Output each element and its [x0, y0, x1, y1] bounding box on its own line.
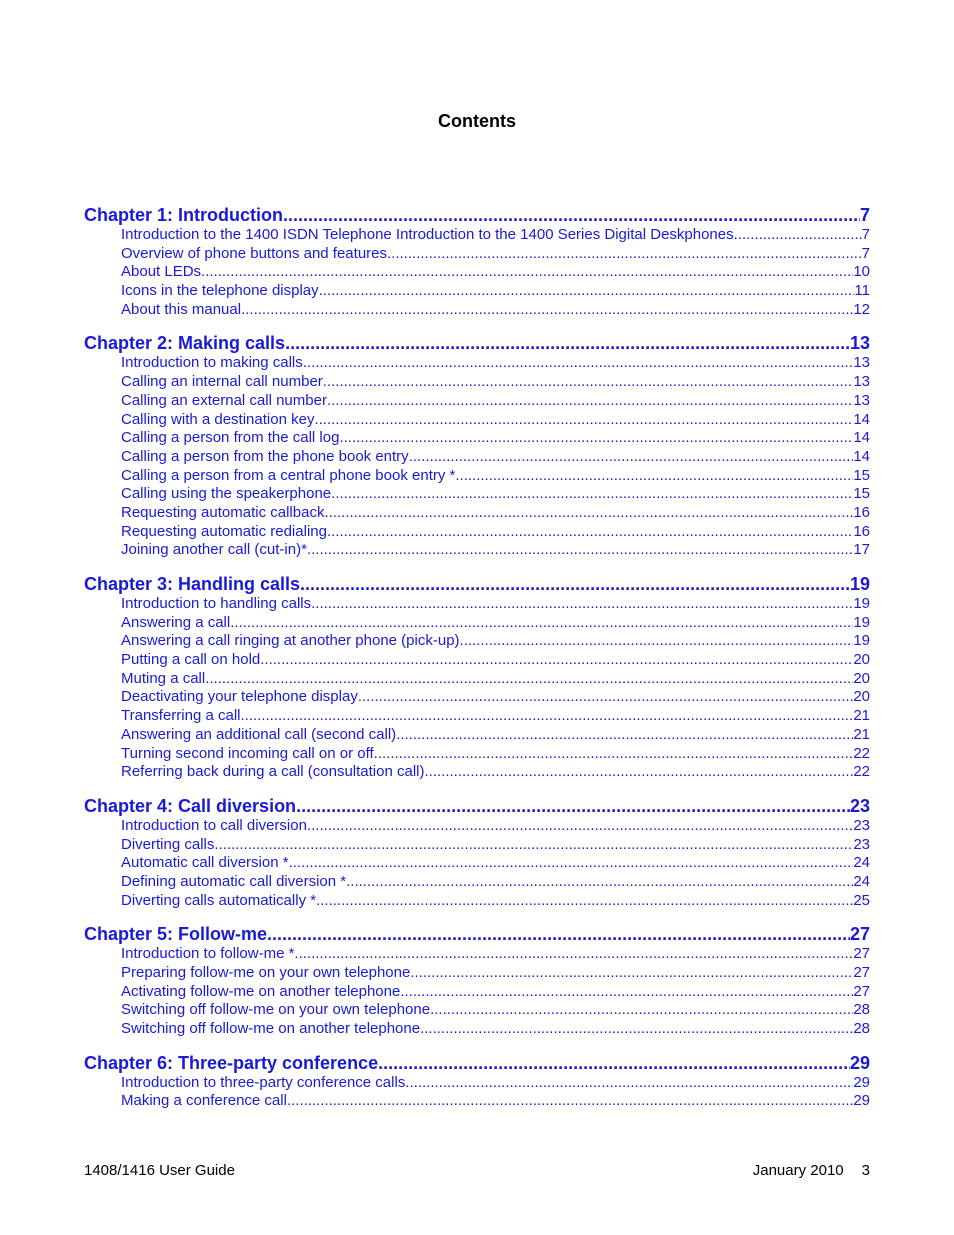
toc-section-title: Introduction to call diversion: [121, 816, 307, 834]
toc-section-title: Overview of phone buttons and features: [121, 244, 388, 262]
toc-leader-dots: [327, 392, 853, 411]
toc-section-link[interactable]: [84, 263, 870, 282]
toc-section-link[interactable]: [84, 763, 870, 782]
toc-chapter-block: [84, 573, 870, 782]
toc-section-title: Switching off follow-me on your own telephone: [121, 1001, 431, 1019]
toc-section-title: Calling a person from a central phone book entry *: [121, 466, 456, 484]
toc-section-title: Requesting automatic callback: [121, 503, 325, 521]
toc-section-link[interactable]: [84, 726, 870, 745]
toc-section-title: Joining another call (cut-in)*: [121, 541, 307, 559]
toc-section-page: 27: [853, 964, 870, 981]
toc-leader-dots: [296, 795, 850, 817]
toc-section-link[interactable]: [84, 1092, 870, 1111]
toc-chapter-title: Chapter 1: Introduction: [84, 205, 283, 225]
toc-leader-dots: [424, 763, 853, 782]
toc-section-title: Calling an external call number: [121, 391, 327, 409]
toc-section-link[interactable]: [84, 354, 870, 373]
toc-section-title: Introduction to making calls: [121, 354, 303, 372]
toc-chapter-title: Chapter 3: Handling calls: [84, 574, 301, 594]
toc-section-page: 14: [853, 447, 870, 465]
toc-leader-dots: [311, 595, 853, 614]
toc-chapter-page: 13: [849, 333, 870, 354]
toc-section-title: Muting a call: [121, 669, 206, 687]
toc-section-page: 22: [853, 744, 870, 762]
toc-leader-dots: [460, 632, 854, 651]
toc-section-title: Referring back during a call (consultation call): [121, 763, 425, 781]
toc-section-title: Calling using the speakerphone: [121, 485, 332, 503]
toc-leader-dots: [400, 983, 853, 1002]
toc-section-page: 20: [853, 688, 870, 706]
toc-leader-dots: [241, 707, 854, 726]
toc-section-page: 13: [853, 354, 870, 372]
toc-section-page: 10: [853, 263, 870, 281]
toc-section-title: Introduction to follow-me *: [121, 945, 295, 963]
footer-guide-title: 1408/1416 User Guide: [84, 1162, 235, 1179]
toc-leader-dots: [324, 504, 853, 523]
toc-section-link[interactable]: [84, 282, 870, 301]
toc-leader-dots: [230, 614, 853, 633]
toc-leader-dots: [260, 651, 853, 670]
toc-section-title: Making a conference call: [121, 1092, 287, 1110]
toc-leader-dots: [420, 1020, 853, 1039]
toc-section-page: 24: [853, 872, 870, 890]
toc-chapter-page: 19: [849, 574, 870, 594]
toc-section-page: 17: [853, 541, 870, 559]
toc-leader-dots: [378, 1052, 850, 1074]
toc-section-title: Transferring a call: [121, 707, 241, 725]
toc-chapter-link[interactable]: [84, 204, 870, 226]
toc-section-page: 27: [853, 945, 870, 963]
toc-section-link[interactable]: [84, 301, 870, 320]
toc-section-link[interactable]: [84, 745, 870, 764]
toc-section-page: 20: [853, 669, 870, 687]
toc-leader-dots: [241, 301, 853, 320]
toc-section-page: 23: [853, 816, 870, 834]
toc-section-link[interactable]: [84, 429, 870, 448]
toc-section-title: Preparing follow-me on your own telephone: [121, 964, 411, 981]
toc-section-page: 14: [853, 429, 870, 447]
toc-section-link[interactable]: [84, 245, 870, 264]
toc-section-page: 7: [861, 226, 870, 243]
toc-section-title: Calling a person from the call log: [121, 429, 340, 447]
toc-section-title: Calling with a destination key: [121, 410, 315, 428]
toc-leader-dots: [319, 282, 855, 301]
toc-section-page: 14: [853, 410, 870, 428]
toc-section-page: 11: [854, 282, 870, 300]
toc-leader-dots: [287, 1092, 853, 1111]
toc-section-link[interactable]: [84, 1020, 870, 1039]
toc-section-page: 29: [853, 1092, 870, 1110]
toc-leader-dots: [289, 854, 854, 873]
toc-leader-dots: [734, 226, 862, 245]
toc-leader-dots: [205, 670, 853, 689]
toc-section-title: Introduction to handling calls: [121, 595, 312, 612]
toc-section-title: About this manual: [121, 300, 242, 318]
toc-leader-dots: [358, 688, 853, 707]
toc-chapter-block: [84, 332, 870, 560]
toc-section-page: 12: [853, 300, 870, 318]
toc-section-title: Answering a call ringing at another phone (pick-up): [121, 632, 460, 650]
toc-section-link[interactable]: [84, 983, 870, 1002]
toc-section-title: Icons in the telephone display: [121, 282, 319, 300]
toc-leader-dots: [339, 429, 853, 448]
toc-section-link[interactable]: [84, 873, 870, 892]
footer-right: [753, 1162, 870, 1179]
toc-section-link[interactable]: [84, 467, 870, 486]
toc-section-link[interactable]: [84, 411, 870, 430]
toc-section-title: About LEDs: [121, 263, 202, 281]
toc-leader-dots: [300, 573, 850, 595]
toc-chapter-page: 23: [849, 795, 870, 816]
toc-chapter-link[interactable]: [84, 332, 870, 354]
toc-chapter-title: Chapter 6: Three-party conference: [84, 1052, 379, 1073]
toc-section-page: 15: [853, 466, 870, 484]
toc-section-title: Switching off follow-me on another telephone: [121, 1020, 421, 1038]
toc-section-title: Introduction to three-party conference calls: [121, 1073, 406, 1091]
toc-section-link[interactable]: [84, 523, 870, 542]
toc-section-link[interactable]: [84, 1001, 870, 1020]
toc-section-page: 19: [853, 613, 870, 631]
toc-section-page: 19: [853, 595, 870, 612]
toc-leader-dots: [316, 892, 853, 911]
toc-chapter-link[interactable]: [84, 795, 870, 817]
toc-section-title: Turning second incoming call on or off: [121, 744, 374, 762]
toc-section-title: Activating follow-me on another telephone: [121, 982, 401, 1000]
toc-section-link[interactable]: [84, 448, 870, 467]
toc-leader-dots: [327, 523, 853, 542]
toc-leader-dots: [331, 485, 853, 504]
toc-section-link[interactable]: [84, 651, 870, 670]
toc-chapter-page: 7: [859, 205, 870, 225]
toc-chapter-block: [84, 923, 870, 1038]
toc-leader-dots: [455, 467, 853, 486]
toc-leader-dots: [214, 836, 853, 855]
toc-leader-dots: [307, 817, 853, 836]
toc-section-title: Introduction to the 1400 ISDN Telephone Introduction to the 1400 Series Digital Deskphones: [121, 226, 734, 243]
toc-leader-dots: [283, 204, 860, 226]
toc-section-page: 28: [853, 1020, 870, 1038]
toc-section-page: 27: [853, 982, 870, 1000]
toc-section-page: 13: [853, 391, 870, 409]
toc-leader-dots: [314, 411, 853, 430]
toc-section-link[interactable]: [84, 485, 870, 504]
toc-chapter-link[interactable]: [84, 1052, 870, 1074]
toc-section-link[interactable]: [84, 504, 870, 523]
toc-section-page: 21: [853, 707, 870, 725]
toc-section-page: 21: [853, 725, 870, 743]
toc-section-link[interactable]: [84, 670, 870, 689]
toc-section-title: Calling a person from the phone book entry: [121, 447, 409, 465]
toc-section-link[interactable]: [84, 817, 870, 836]
toc-section-title: Answering an additional call (second call): [121, 725, 397, 743]
toc-chapter-link[interactable]: [84, 923, 870, 945]
toc-section-link[interactable]: [84, 892, 870, 911]
footer-date: January 2010: [752, 1162, 844, 1179]
toc-section-title: Defining automatic call diversion *: [121, 872, 347, 890]
toc-section-link[interactable]: [84, 688, 870, 707]
toc-chapter-link[interactable]: [84, 573, 870, 595]
toc-leader-dots: [201, 263, 853, 282]
toc-section-page: 24: [853, 854, 870, 872]
toc-leader-dots: [294, 945, 853, 964]
toc-section-title: Putting a call on hold: [121, 651, 261, 669]
toc-leader-dots: [307, 541, 853, 560]
toc-leader-dots: [303, 354, 854, 373]
toc-leader-dots: [396, 726, 853, 745]
toc-section-page: 16: [853, 503, 870, 521]
toc-section-link[interactable]: [84, 614, 870, 633]
toc-section-page: 28: [853, 1001, 870, 1019]
toc-leader-dots: [374, 745, 854, 764]
toc-section-link[interactable]: [84, 945, 870, 964]
toc-section-title: Diverting calls: [121, 835, 215, 853]
toc-section-link[interactable]: [84, 1074, 870, 1093]
toc-section-page: 22: [853, 763, 870, 781]
toc-section-title: Automatic call diversion *: [121, 854, 289, 872]
toc-section-page: 19: [853, 632, 870, 650]
table-of-contents: [84, 204, 870, 1124]
toc-leader-dots: [387, 245, 862, 264]
toc-leader-dots: [410, 964, 853, 983]
toc-section-page: 7: [861, 244, 870, 262]
toc-section-link[interactable]: [84, 226, 870, 245]
toc-chapter-title: Chapter 4: Call diversion: [84, 795, 297, 816]
toc-leader-dots: [346, 873, 853, 892]
toc-section-link[interactable]: [84, 392, 870, 411]
toc-chapter-page: 29: [849, 1052, 870, 1073]
toc-section-title: Deactivating your telephone display: [121, 688, 358, 706]
toc-chapter-title: Chapter 2: Making calls: [84, 333, 286, 354]
footer-page-number: 3: [861, 1162, 870, 1179]
toc-section-link[interactable]: [84, 632, 870, 651]
toc-section-page: 20: [853, 651, 870, 669]
toc-chapter-title: Chapter 5: Follow-me: [84, 924, 268, 945]
toc-leader-dots: [430, 1001, 853, 1020]
toc-section-title: Calling an internal call number: [121, 373, 323, 391]
toc-section-link[interactable]: [84, 541, 870, 560]
toc-leader-dots: [405, 1074, 853, 1093]
toc-section-link[interactable]: [84, 964, 870, 983]
toc-leader-dots: [409, 448, 854, 467]
toc-chapter-block: [84, 795, 870, 910]
toc-section-link[interactable]: [84, 595, 870, 614]
toc-section-page: 16: [853, 522, 870, 540]
toc-section-title: Requesting automatic redialing: [121, 522, 327, 540]
toc-section-link[interactable]: [84, 836, 870, 855]
toc-chapter-block: [84, 204, 870, 319]
toc-section-page: 25: [853, 891, 870, 909]
toc-section-page: 13: [853, 373, 870, 391]
toc-section-title: Answering a call: [121, 613, 231, 631]
toc-section-link[interactable]: [84, 707, 870, 726]
toc-chapter-block: [84, 1052, 870, 1111]
toc-leader-dots: [267, 923, 850, 945]
toc-leader-dots: [323, 373, 854, 392]
toc-section-link[interactable]: [84, 373, 870, 392]
toc-leader-dots: [285, 332, 850, 354]
toc-section-page: 29: [853, 1073, 870, 1091]
toc-section-page: 15: [853, 485, 870, 503]
toc-section-title: Diverting calls automatically *: [121, 891, 317, 909]
toc-section-page: 23: [853, 835, 870, 853]
toc-section-link[interactable]: [84, 854, 870, 873]
page-title: Contents: [438, 111, 516, 131]
toc-chapter-page: 27: [849, 924, 870, 945]
